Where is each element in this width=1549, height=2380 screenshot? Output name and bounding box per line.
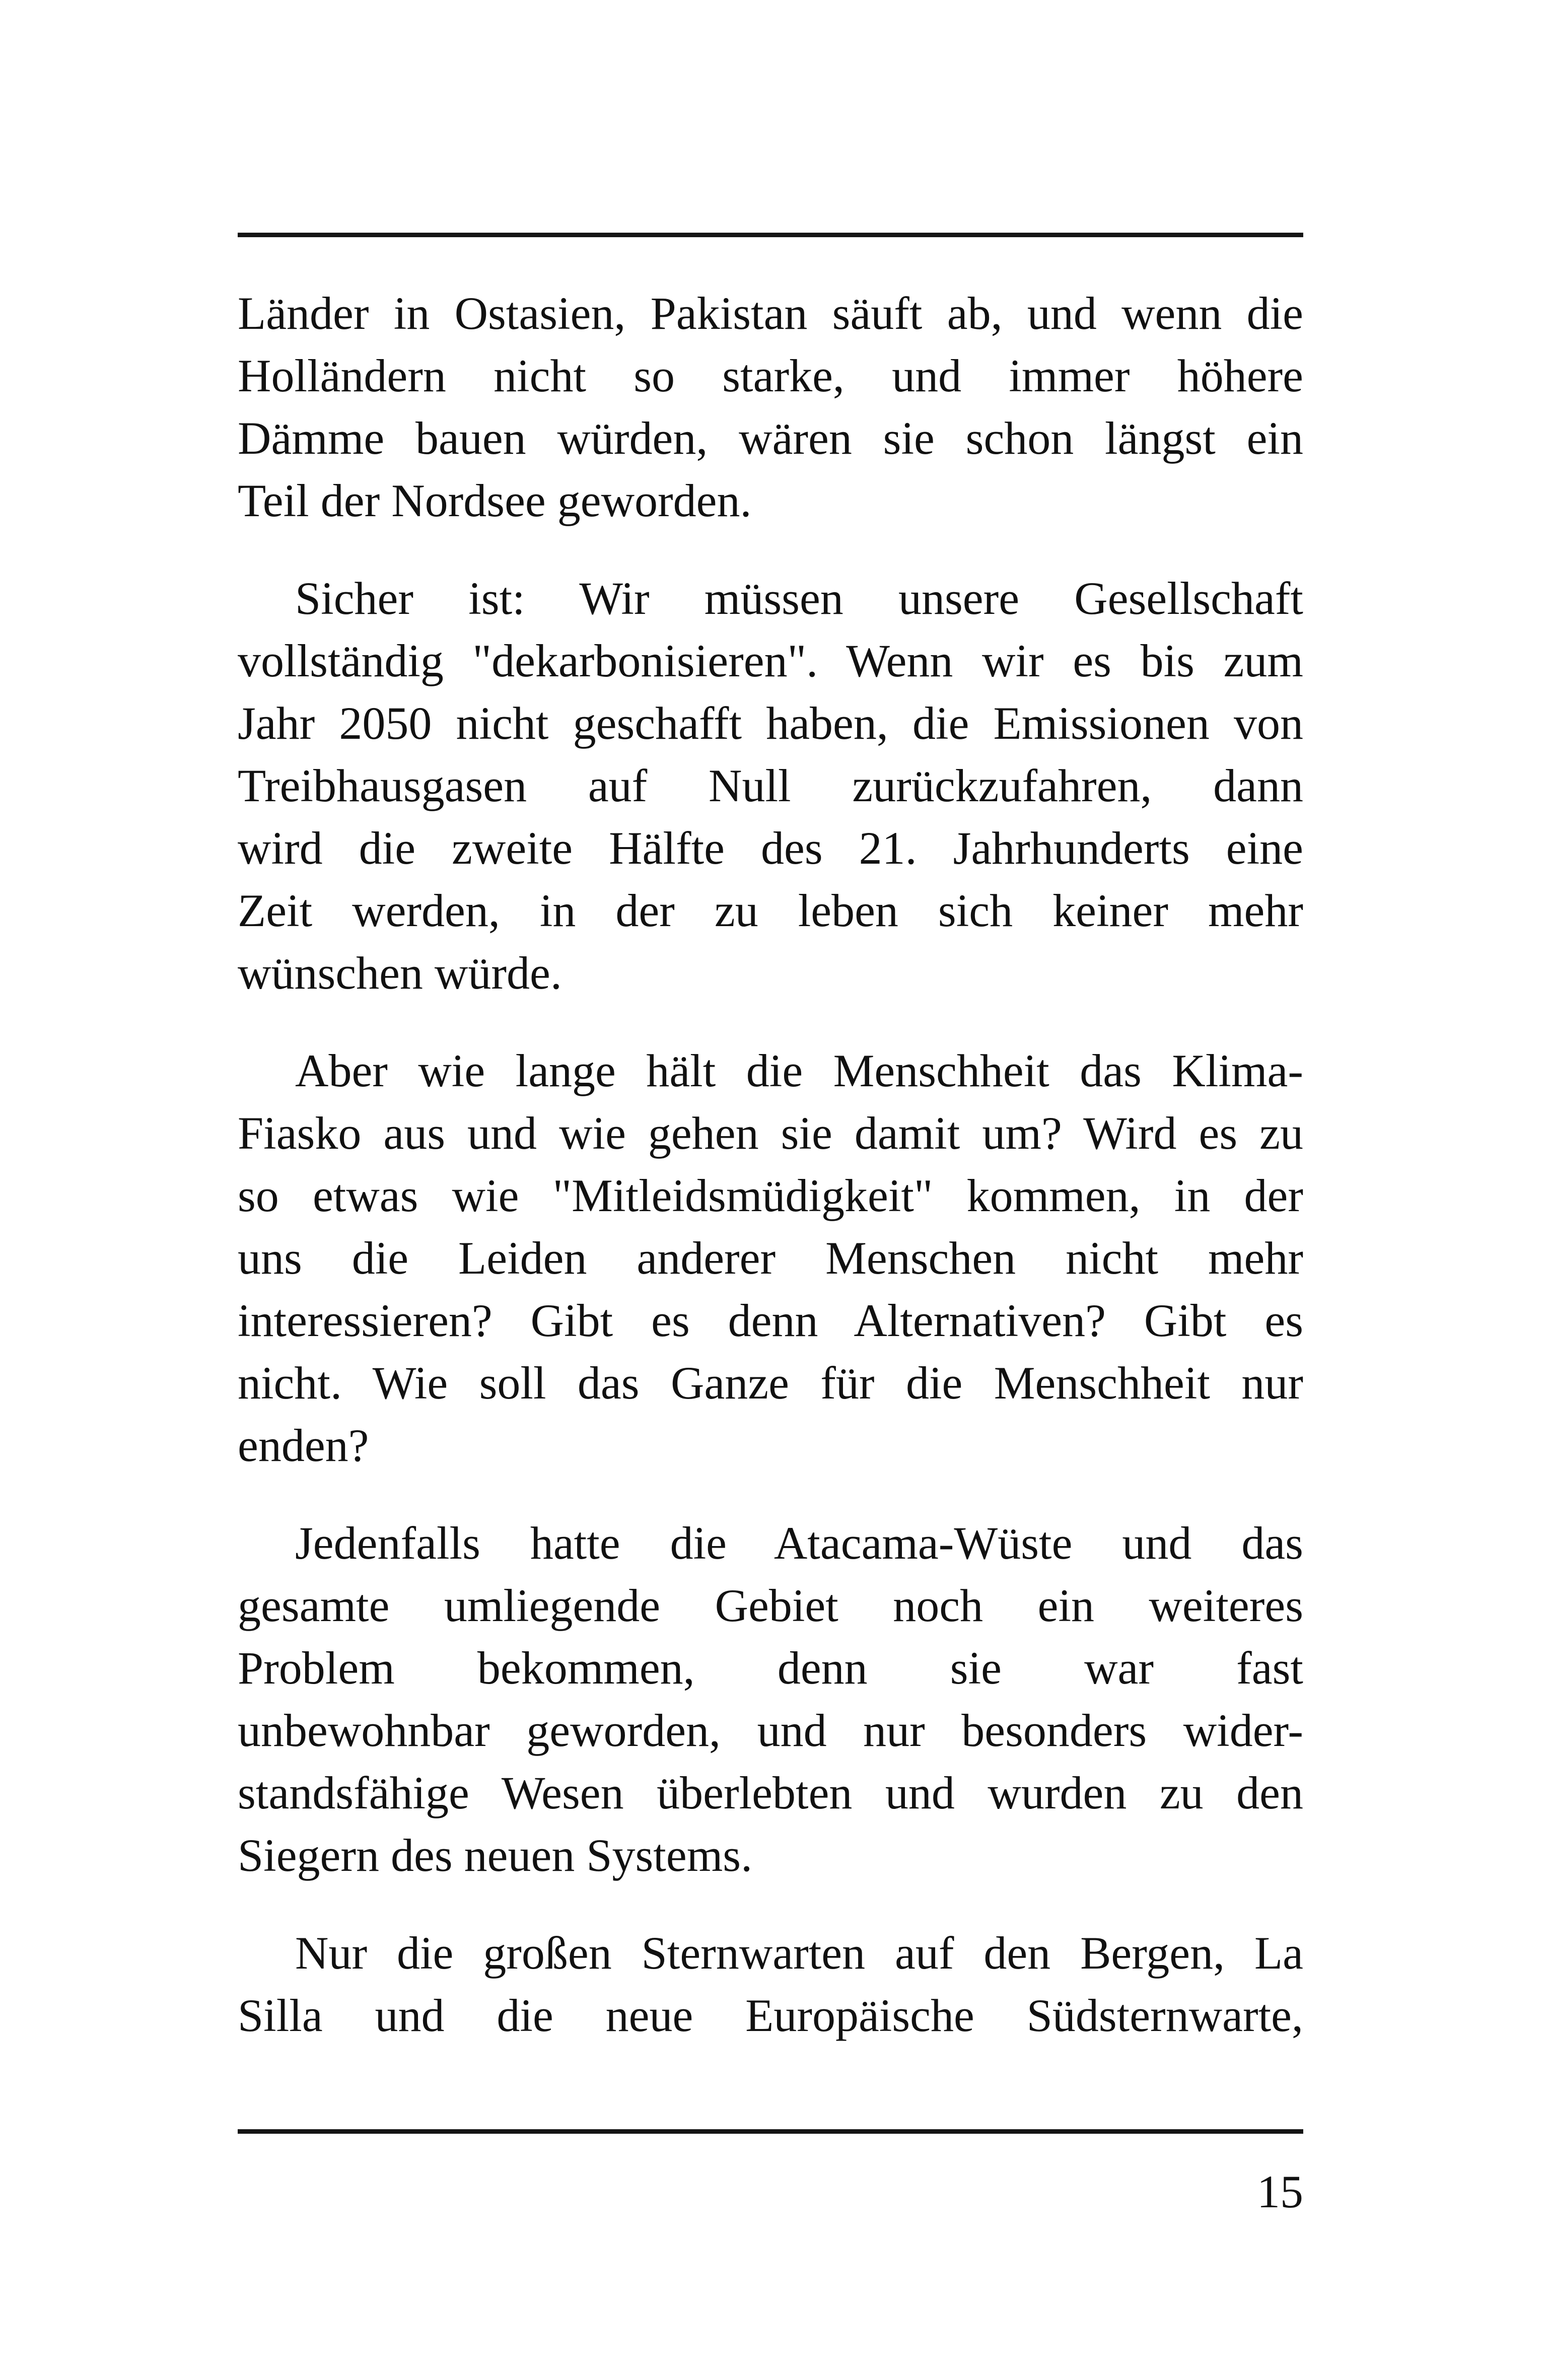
page-body bbox=[238, 282, 1303, 2082]
text-line: interessieren? Gibt es denn Alternativen? Gibt es bbox=[238, 1295, 1303, 1346]
text-line: Sicher ist: Wir müssen unsere Gesellschaft bbox=[295, 573, 1303, 624]
text-line: Zeit werden, in der zu leben sich keiner mehr bbox=[238, 885, 1303, 936]
text-line: Holländern nicht so starke, und immer höhere bbox=[238, 350, 1303, 401]
text-line: Jedenfalls hatte die Atacama-Wüste und das bbox=[295, 1517, 1303, 1569]
text-line: Nur die großen Sternwarten auf den Bergen, La bbox=[295, 1927, 1303, 1979]
text-line: Dämme bauen würden, wären sie schon längst ein bbox=[238, 412, 1303, 464]
text-line: Silla und die neue Europäische Südsternwarte, bbox=[238, 1990, 1303, 2041]
paragraph-4 bbox=[238, 1512, 1303, 1886]
paragraph-5 bbox=[238, 1922, 1303, 2047]
header-rule bbox=[238, 233, 1303, 237]
paragraph-1 bbox=[238, 282, 1303, 532]
text-line: vollständig "dekarbonisieren". Wenn wir es bis zum bbox=[238, 635, 1303, 686]
text-line: Teil der Nordsee geworden. bbox=[238, 475, 752, 526]
text-line: Treibhausgasen auf Null zurückzufahren, dann bbox=[238, 760, 1303, 811]
text-line: Aber wie lange hält die Menschheit das Klima- bbox=[295, 1045, 1303, 1096]
text-line: standsfähige Wesen überlebten und wurden zu den bbox=[238, 1767, 1303, 1818]
text-line: nicht. Wie soll das Ganze für die Menschheit nur bbox=[238, 1357, 1303, 1409]
text-line: so etwas wie "Mitleidsmüdigkeit" kommen, in der bbox=[238, 1170, 1303, 1221]
footer-rule bbox=[238, 2129, 1303, 2134]
text-line: unbewohnbar geworden, und nur besonders wider- bbox=[238, 1705, 1303, 1756]
paragraph-3 bbox=[238, 1039, 1303, 1477]
text-line: Länder in Ostasien, Pakistan säuft ab, und wenn die bbox=[238, 288, 1303, 339]
paragraph-2 bbox=[238, 567, 1303, 1004]
text-line: wünschen würde. bbox=[238, 947, 562, 999]
text-line: Siegern des neuen Systems. bbox=[238, 1830, 753, 1881]
text-line: Problem bekommen, denn sie war fast bbox=[238, 1642, 1303, 1694]
text-line: Fiasko aus und wie gehen sie damit um? Wird es zu bbox=[238, 1107, 1303, 1159]
page-number: 15 bbox=[1257, 2166, 1303, 2217]
text-line: enden? bbox=[238, 1420, 369, 1471]
text-line: gesamte umliegende Gebiet noch ein weiteres bbox=[238, 1580, 1303, 1631]
text-line: uns die Leiden anderer Menschen nicht mehr bbox=[238, 1232, 1303, 1284]
text-line: wird die zweite Hälfte des 21. Jahrhunderts eine bbox=[238, 822, 1303, 874]
text-line: Jahr 2050 nicht geschafft haben, die Emissionen von bbox=[238, 697, 1303, 749]
